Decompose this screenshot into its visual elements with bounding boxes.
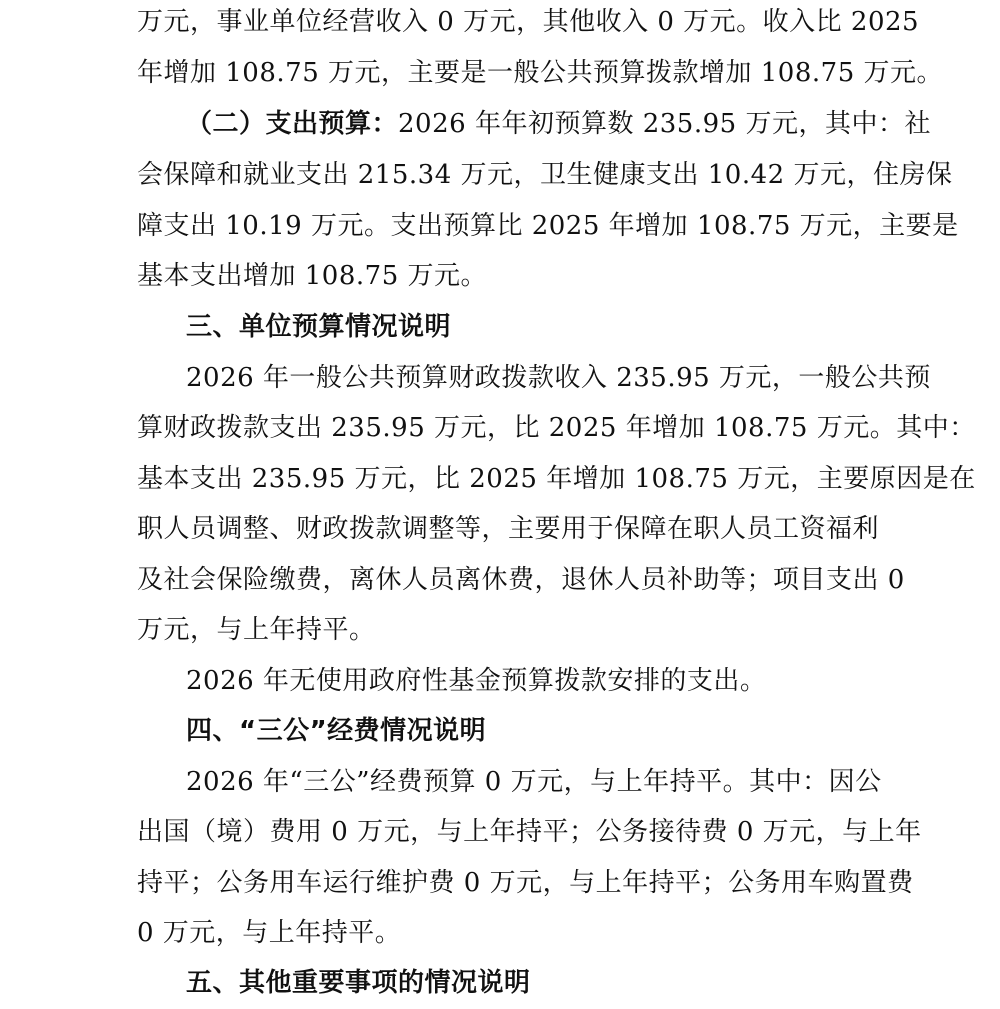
text-line: 2026 年一般公共预算财政拨款收入 235.95 万元，一般公共预: [186, 363, 931, 393]
expense-budget-text: 2026 年年初预算数 235.95 万元，其中：社: [398, 109, 931, 139]
text-line: 算财政拨款支出 235.95 万元，比 2025 年增加 108.75 万元。其中：: [137, 413, 976, 443]
expense-budget-line: [186, 98, 931, 150]
text-line: 持平；公务用车运行维护费 0 万元，与上年持平；公务用车购置费: [137, 868, 914, 898]
text-line: 基本支出增加 108.75 万元。: [137, 261, 488, 291]
text-line: 职人员调整、财政拨款调整等，主要用于保障在职人员工资福利: [137, 514, 880, 544]
text-line: 2026 年“三公”经费预算 0 万元，与上年持平。其中：因公: [186, 767, 882, 797]
section-heading-unit-budget: 三、单位预算情况说明: [186, 312, 452, 342]
section-heading-three-public: 四、“三公”经费情况说明: [186, 716, 487, 746]
section-heading-other-matters: 五、其他重要事项的情况说明: [186, 968, 531, 998]
text-line: 年增加 108.75 万元，主要是一般公共预算拨款增加 108.75 万元。: [137, 58, 944, 88]
text-line: 出国（境）费用 0 万元，与上年持平；公务接待费 0 万元，与上年: [137, 817, 922, 847]
text-line: 万元，事业单位经营收入 0 万元，其他收入 0 万元。收入比 2025: [137, 7, 920, 37]
text-line: 2026 年无使用政府性基金预算拨款安排的支出。: [186, 666, 767, 696]
text-line: 障支出 10.19 万元。支出预算比 2025 年增加 108.75 万元，主要是: [137, 211, 959, 241]
text-line: 基本支出 235.95 万元，比 2025 年增加 108.75 万元，主要原因是在: [137, 464, 976, 494]
expense-budget-label: （二）支出预算：: [186, 109, 399, 139]
text-line: 会保障和就业支出 215.34 万元，卫生健康支出 10.42 万元，住房保: [137, 160, 953, 190]
text-line: 万元，与上年持平。: [137, 615, 376, 645]
text-line: 及社会保险缴费，离休人员离休费，退休人员补助等；项目支出 0: [137, 565, 905, 595]
text-line: 0 万元，与上年持平。: [137, 918, 402, 948]
